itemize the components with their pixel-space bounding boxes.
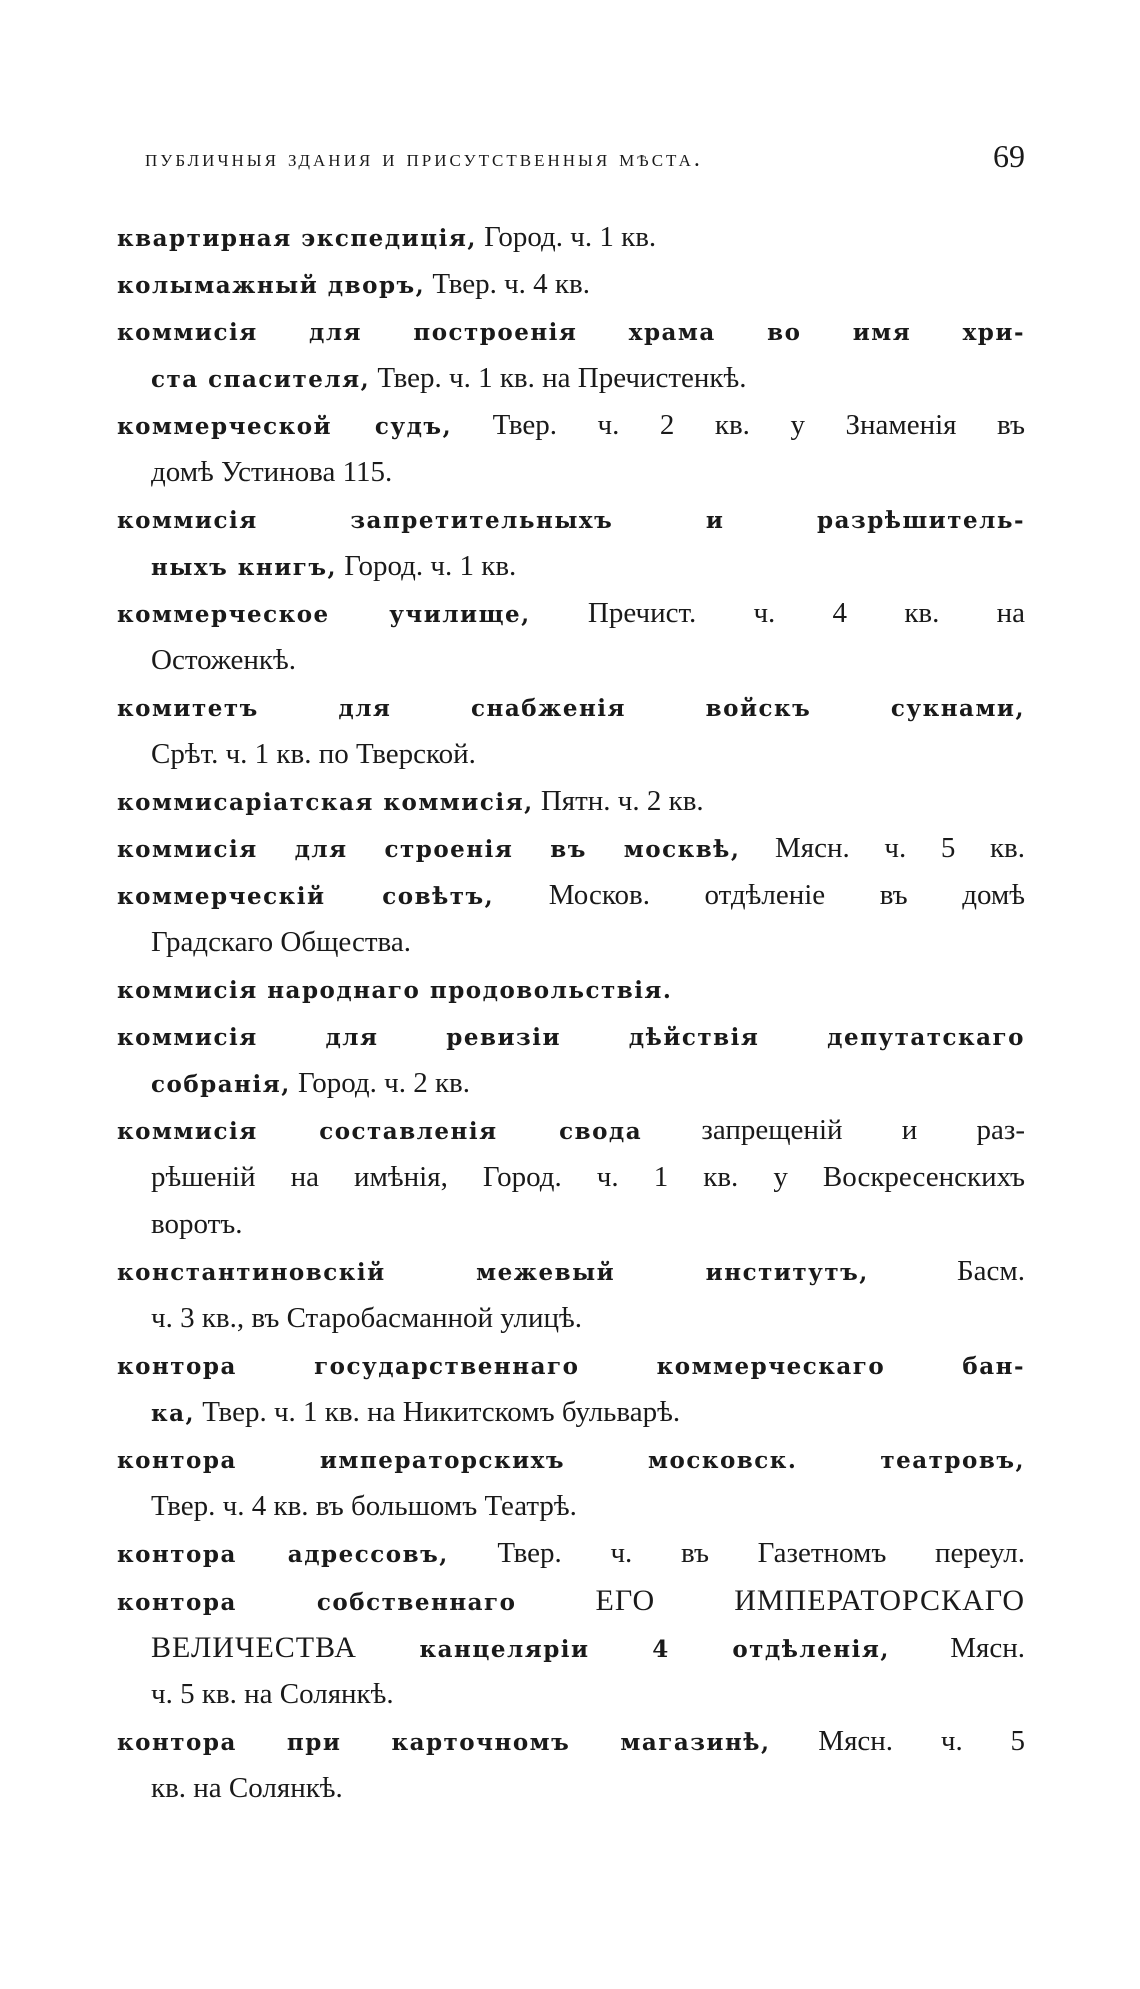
entry-heading: квартирная экспедиція, [117, 225, 477, 252]
directory-entry [117, 1530, 1025, 1577]
directory-entry [117, 1013, 1025, 1107]
entry-continuation-line [117, 731, 1025, 778]
entry-heading: коммисія для строенія въ москвѣ, [117, 836, 741, 863]
entry-line [117, 778, 1025, 825]
entry-heading: ка, [151, 1400, 196, 1427]
entry-line [117, 1013, 1025, 1060]
entry-continuation-line [117, 1201, 1025, 1248]
entry-heading: контора адрессовъ, [117, 1541, 449, 1568]
running-header [145, 138, 1025, 186]
entry-line [117, 308, 1025, 355]
directory-entry [117, 825, 1025, 872]
entry-line [117, 1718, 1025, 1765]
directory-entry [117, 778, 1025, 825]
entry-continuation-line [117, 1389, 1025, 1436]
entry-heading: коммисія для построенія храма во имя хри- [117, 319, 1025, 346]
entry-line [117, 214, 1025, 261]
entry-address: Мясн. ч. 5 [770, 1725, 1025, 1757]
entry-continuation-line [117, 1154, 1025, 1201]
entry-heading: коммисаріатская коммисія, [117, 789, 534, 816]
entry-line [117, 590, 1025, 637]
directory-entry [117, 1577, 1025, 1718]
directory-entry [117, 308, 1025, 402]
directory-entry [117, 1107, 1025, 1248]
directory-entry [117, 590, 1025, 684]
entry-continuation-line [117, 1765, 1025, 1812]
entry-address: запрещеній и раз- [642, 1114, 1025, 1146]
entry-title-caps: ВЕЛИЧЕСТВА [151, 1631, 357, 1664]
entry-heading: коммерческой судъ, [117, 413, 453, 440]
entry-address: Твер. ч. въ Газетномъ переул. [448, 1537, 1025, 1569]
entry-heading: коммерческое училище, [117, 601, 531, 628]
header-title: публичныя здания и присутственныя мѣста. [145, 146, 703, 172]
entry-address: ч. 3 кв., въ Старобасманной улицѣ. [151, 1302, 583, 1334]
entry-heading: коммисія запретительныхъ и разрѣшитель- [117, 507, 1025, 534]
entry-line [117, 1248, 1025, 1295]
entry-line [117, 496, 1025, 543]
entry-heading: константиновскій межевый институтъ, [117, 1259, 869, 1286]
entry-address: Пятн. ч. 2 кв. [533, 785, 704, 817]
directory-entry [117, 402, 1025, 496]
entry-address: Твер. ч. 1 кв. на Никитскомъ бульварѣ. [195, 1396, 681, 1428]
entry-address: воротъ. [151, 1208, 243, 1240]
entry-heading: контора при карточномъ магазинѣ, [117, 1729, 771, 1756]
entry-heading: комитетъ для снабженія войскъ сукнами, [117, 695, 1025, 722]
entry-heading: канцеляріи 4 отдѣленія, [356, 1636, 890, 1663]
directory-entry [117, 1342, 1025, 1436]
entry-address: рѣшеній на имѣнія, Город. ч. 1 кв. у Воскресенскихъ [151, 1161, 1025, 1193]
directory-entry [117, 261, 1025, 308]
entry-continuation-line [117, 543, 1025, 590]
entry-line [117, 1577, 1025, 1624]
entry-line [117, 261, 1025, 308]
entry-line [117, 872, 1025, 919]
page-number: 69 [993, 138, 1025, 174]
entry-continuation-line [117, 1295, 1025, 1342]
entry-address: домѣ Устинова 115. [151, 456, 393, 488]
entry-address: ч. 5 кв. на Солянкѣ. [151, 1678, 394, 1710]
entry-continuation-line [117, 637, 1025, 684]
entry-heading: колымажный дворъ, [117, 272, 426, 299]
directory-entry [117, 684, 1025, 778]
entry-line [117, 1530, 1025, 1577]
entry-address: Твер. ч. 2 кв. у Знаменія въ [452, 409, 1025, 441]
entry-address: Градскаго Общества. [151, 926, 411, 958]
entry-heading: ста спасителя, [151, 366, 371, 393]
entry-address: Мясн. [889, 1632, 1025, 1664]
directory-entry [117, 496, 1025, 590]
entry-address: Город. ч. 1 кв. [337, 550, 517, 582]
entry-continuation-line [117, 449, 1025, 496]
entry-address: Остоженкѣ. [151, 644, 297, 676]
entry-address: Твер. ч. 1 кв. на Пречистенкѣ. [370, 362, 747, 394]
entry-continuation-line [117, 919, 1025, 966]
entry-heading: коммисія составленія свода [117, 1118, 643, 1145]
entry-line [117, 825, 1025, 872]
entry-address: Город. ч. 2 кв. [290, 1067, 471, 1099]
entry-address: Срѣт. ч. 1 кв. по Тверской. [151, 738, 476, 770]
entry-address: Город. ч. 1 кв. [476, 221, 657, 253]
entry-continuation-line [117, 1624, 1025, 1671]
directory-entries [117, 214, 1025, 1812]
entry-continuation-line [117, 1483, 1025, 1530]
entry-address: Пречист. ч. 4 кв. на [530, 597, 1025, 629]
entry-address: Твер. ч. 4 кв. въ большомъ Театрѣ. [151, 1490, 577, 1522]
entry-heading: коммисія народнаго продовольствія. [117, 977, 673, 1004]
entry-line [117, 684, 1025, 731]
entry-heading: контора императорскихъ московск. театровъ, [117, 1447, 1025, 1474]
entry-address: Мясн. ч. 5 кв. [740, 832, 1025, 864]
entry-heading: ныхъ книгъ, [151, 554, 338, 581]
entry-address: кв. на Солянкѣ. [151, 1772, 343, 1804]
entry-line [117, 1107, 1025, 1154]
entry-line [117, 1436, 1025, 1483]
directory-entry [117, 1718, 1025, 1812]
entry-line [117, 402, 1025, 449]
entry-line [117, 1342, 1025, 1389]
entry-heading: контора собственнаго [117, 1589, 517, 1616]
entry-heading: коммисія для ревизіи дѣйствія депутатскаго [117, 1024, 1025, 1051]
entry-continuation-line [117, 355, 1025, 402]
entry-heading: коммерческій совѣтъ, [117, 883, 495, 910]
entry-address: Басм. [868, 1255, 1025, 1287]
entry-continuation-line [117, 1060, 1025, 1107]
entry-address: Твер. ч. 4 кв. [425, 268, 590, 300]
directory-entry [117, 872, 1025, 966]
directory-entry [117, 966, 1025, 1013]
directory-entry [117, 214, 1025, 261]
entry-continuation-line [117, 1671, 1025, 1718]
directory-entry [117, 1248, 1025, 1342]
entry-heading: контора государственнаго коммерческаго бан- [117, 1353, 1025, 1380]
directory-entry [117, 1436, 1025, 1530]
entry-heading: собранія, [151, 1071, 291, 1098]
entry-title-caps: ЕГО ИМПЕРАТОРСКАГО [516, 1584, 1025, 1617]
entry-address: Москов. отдѣленіе въ домѣ [494, 879, 1025, 911]
entry-line [117, 966, 1025, 1013]
